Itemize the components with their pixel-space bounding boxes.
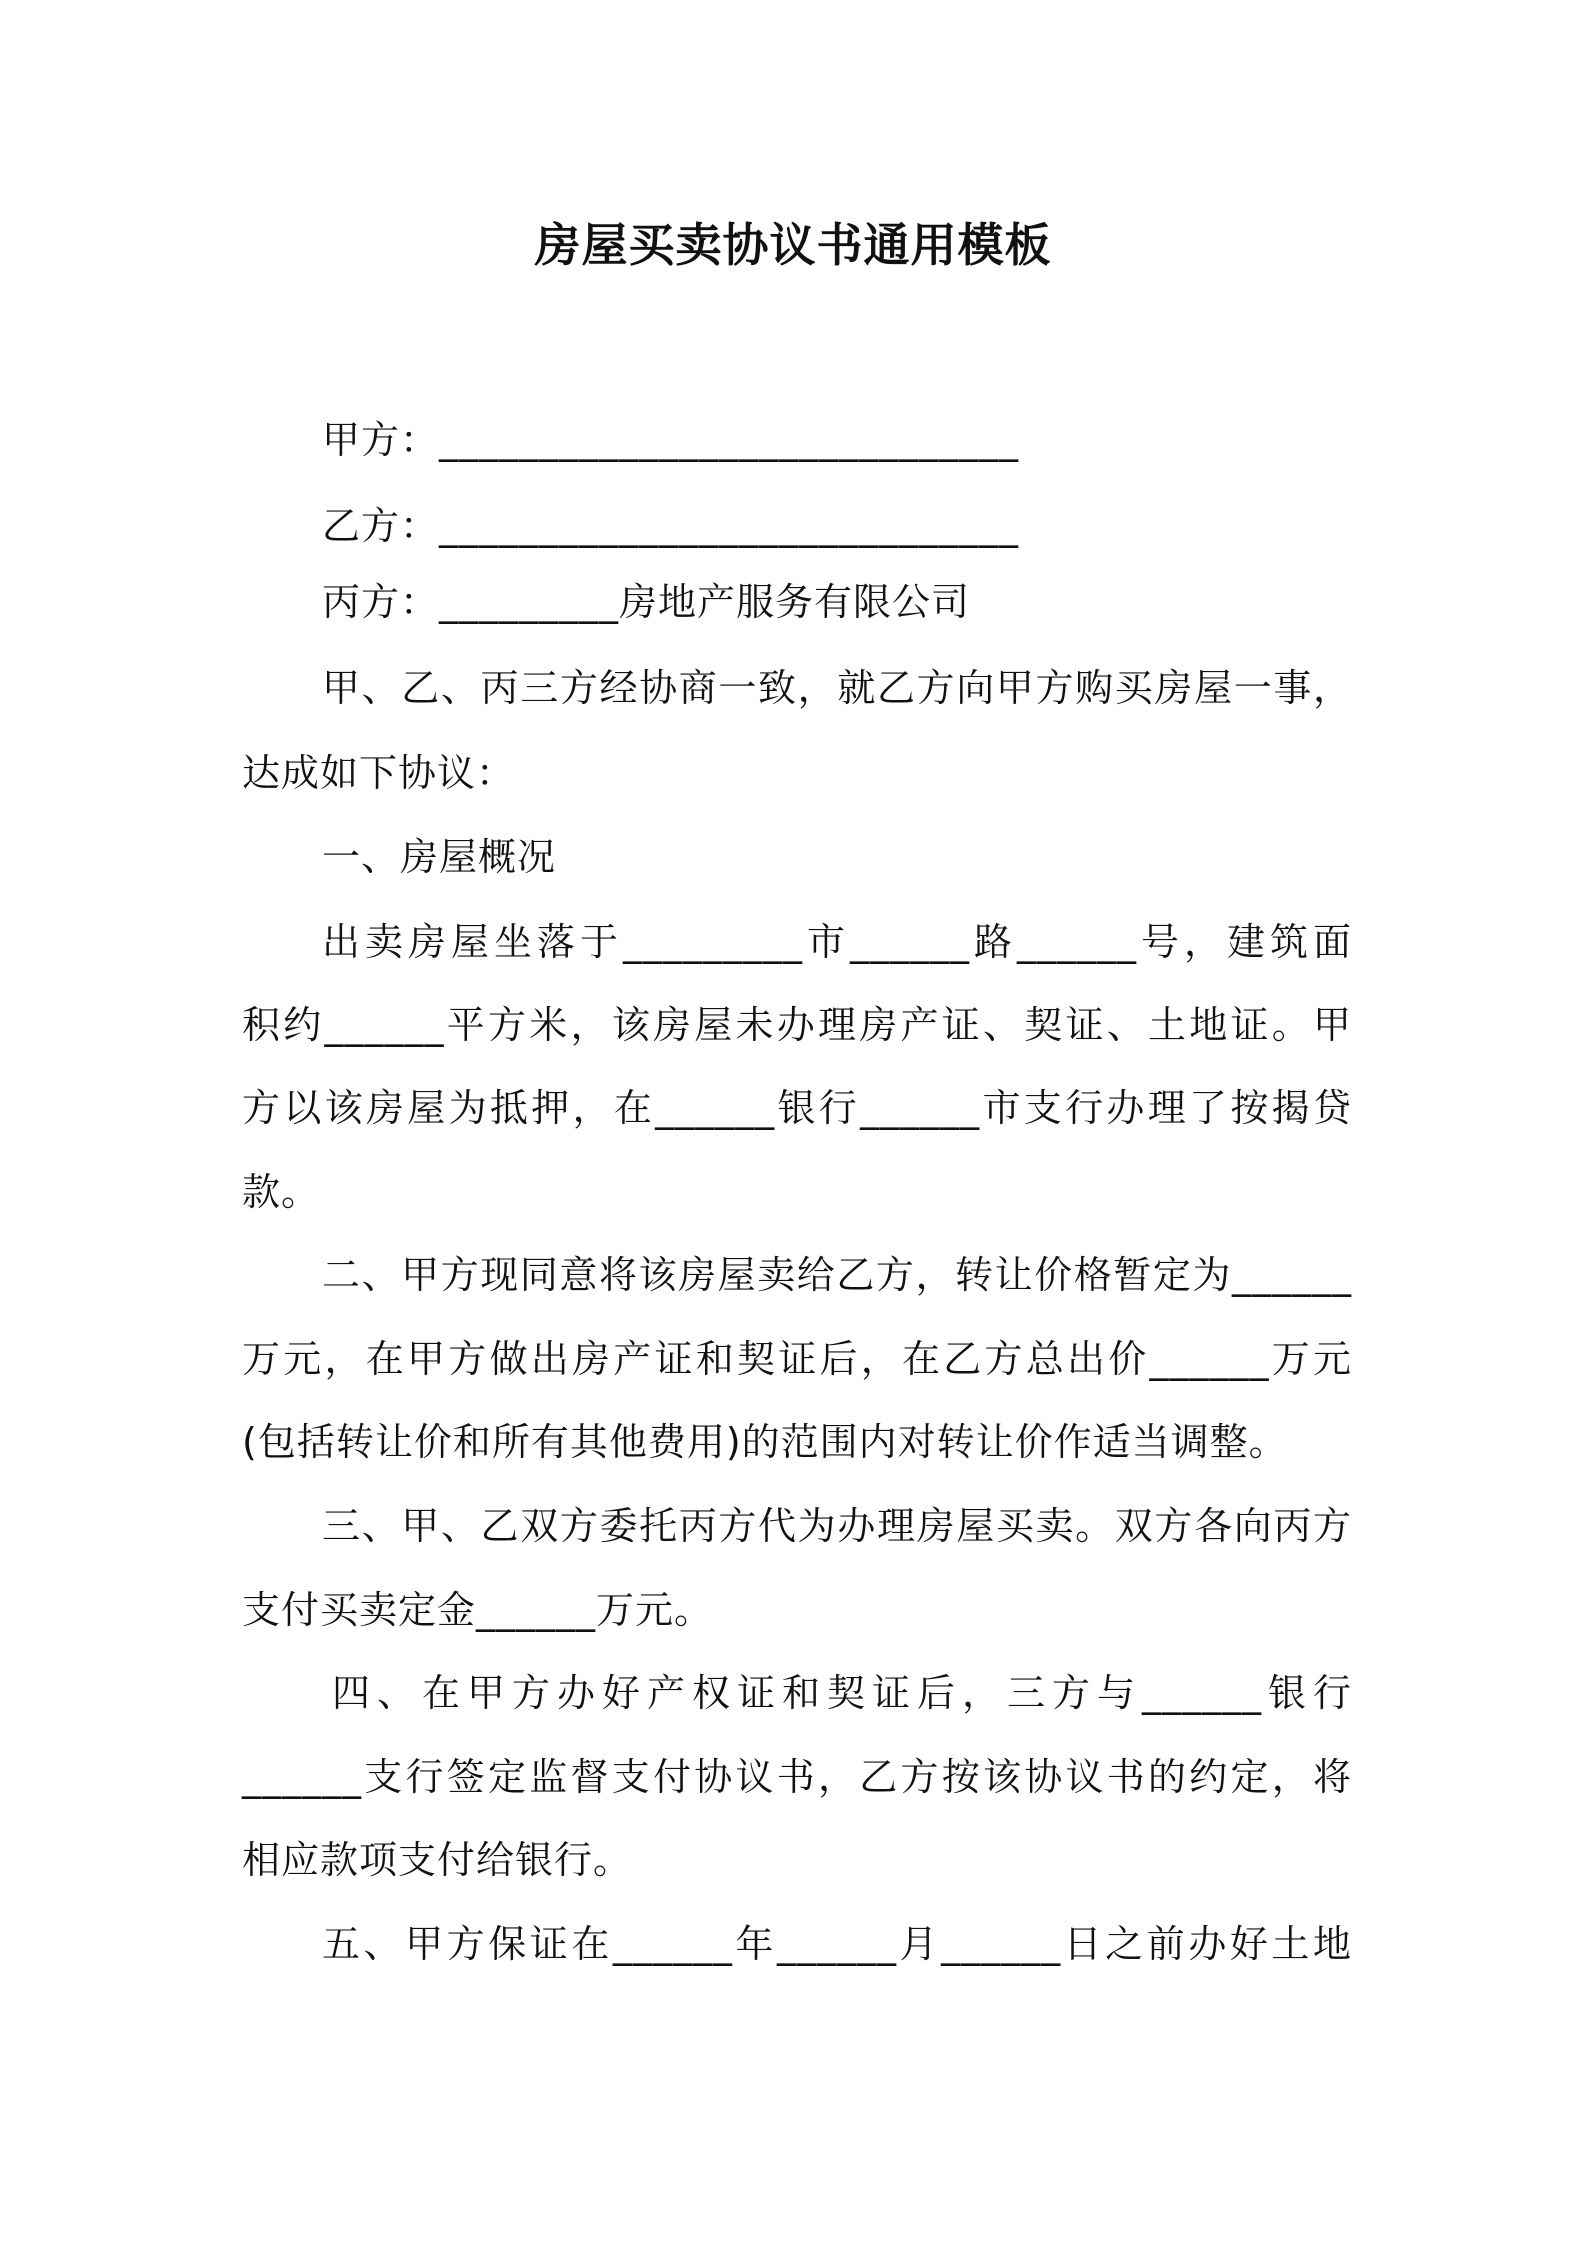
section-2-line-3: (包括转让价和所有其他费用)的范围内对转让价作适当调整。 bbox=[242, 1420, 1288, 1464]
section-1-line-2: 积约______平方米，该房屋未办理房产证、契证、土地证。甲 bbox=[242, 1003, 1352, 1047]
document-title: 房屋买卖协议书通用模板 bbox=[534, 218, 1052, 272]
section-4-line-3: 相应款项支付给银行。 bbox=[242, 1838, 633, 1882]
section-1-line-3: 方以该房屋为抵押，在______银行______市支行办理了按揭贷 bbox=[242, 1086, 1352, 1130]
section-1-heading: 一、房屋概况 bbox=[322, 835, 557, 879]
intro-line-1: 甲、乙、丙三方经协商一致，就乙方向甲方购买房屋一事， bbox=[322, 666, 1352, 710]
section-1-line-4: 款。 bbox=[242, 1170, 321, 1214]
party-a-line: 甲方：_____________________________ bbox=[322, 418, 1020, 462]
section-2-line-1: 二、甲方现同意将该房屋卖给乙方，转让价格暂定为______ bbox=[322, 1253, 1352, 1297]
party-c-line: 丙方：_________房地产服务有限公司 bbox=[322, 580, 971, 624]
section-4-line-1: 四、在甲方办好产权证和契证后，三方与______银行 bbox=[332, 1671, 1352, 1715]
party-b-line: 乙方：_____________________________ bbox=[322, 504, 1020, 548]
section-3-line-1: 三、甲、乙双方委托丙方代为办理房屋买卖。双方各向丙方 bbox=[322, 1504, 1352, 1548]
section-3-line-2: 支付买卖定金______万元。 bbox=[242, 1588, 714, 1632]
section-1-line-1: 出卖房屋坐落于_________市______路______号，建筑面 bbox=[322, 920, 1352, 964]
section-5-line-1: 五、甲方保证在______年______月______日之前办好土地 bbox=[322, 1922, 1352, 1966]
section-2-line-2: 万元，在甲方做出房产证和契证后，在乙方总出价______万元 bbox=[242, 1337, 1352, 1381]
intro-line-2: 达成如下协议： bbox=[242, 751, 516, 795]
section-4-line-2: ______支行签定监督支付协议书，乙方按该协议书的约定，将 bbox=[242, 1755, 1352, 1799]
